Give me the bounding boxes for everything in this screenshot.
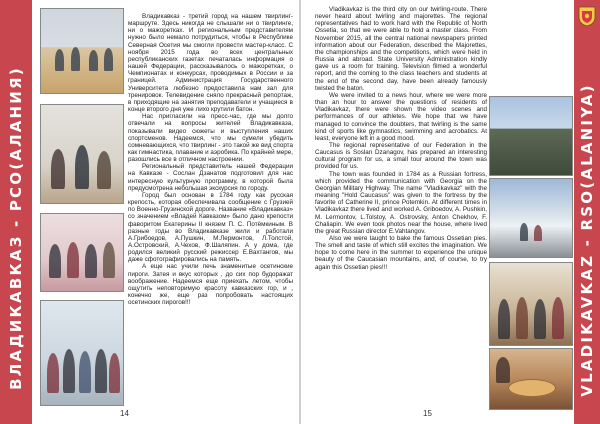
photo-training-hall	[40, 8, 124, 94]
photo-press-hour	[40, 104, 124, 204]
right-paragraph: The regional representative of our Federation in the Caucasus is Soslan Dzanagov, has prepared an interesting cultural program for us, a small tour around the town was provided for us.	[315, 141, 487, 171]
left-paragraph: Региональный представитель нашей Федерации на Кавказе - Сослан Дзанатов подготовил для нас интересную культурную программу, в которой была предусмотрена небольшая экскурсия по городу.	[128, 163, 293, 192]
right-page-number: 15	[423, 409, 432, 418]
photo-group-indoors	[489, 262, 573, 346]
right-paragraph: Also we were taught to bake the famous Ossetian pies. The smell and taste of which still excites the imagination. We hope to come here in the summer to experience the unique beauty of the Caucasian mountains, and, of course, to try again this Ossetian pies!!!	[315, 235, 487, 271]
photo-ossetian-pies	[489, 348, 573, 410]
photo-group-with-batons	[40, 213, 124, 292]
coat-of-arms-icon	[578, 5, 596, 27]
left-side-band	[0, 0, 32, 424]
right-paragraph: We were invited to a news hour, where we were more than an hour to answer the questions of residents of Vladikavkaz, there were shown the video scenes and performances of our athletes. We hope that we have managed to convince the doubters, that twirling is the same kind of sports like gymnastics, swimming and acrobatics. At least, everyone left in a good mood.	[315, 91, 487, 142]
left-article-text	[128, 13, 293, 306]
right-side-title: VLADIKAVKAZ - RSO(ALANIYA)	[578, 83, 596, 397]
right-photo-column	[489, 0, 574, 424]
left-paragraph: Город был основан в 1784 году как русская крепость, которая обеспечивала сообщение с Грузией по Военно-Грузинской дороге. Название «Владикавказ» со значением «Владей Кавказом» было дано крепости фаворитом Екатерины II князем П. С. Потёмкиным. В разные годы во Владикавказе жили и работали А.Грибоедов, А.Пушкин, М.Лермонтов, Л.Толстой, А.Островский, А.Чехов, Ф.Шаляпин. А у дома, где родился великий русский режиссер Е.Вахтангов, мы даже сфотографировались на память.	[128, 191, 293, 264]
right-paragraph: The town was founded in 1784 as a Russian fortress, which provided the communication with Georgia on the Georgian Military Highway. The name "Vladikavkaz" with the meaning "Hold Caucasus" was given to the fortress by the favorite of Catherine II, prince Potemkin. At different times in Vladikavkaz there lived and worked A. Griboedov, A. Pushkin, M. Lermontov, L.Tolstoy, A. Ostrovsky, Anton Chekhov, F. Chaliapin. We even took photos near the house, where lived the great Russian director E.Vahtangov.	[315, 170, 487, 235]
left-page-number: 14	[120, 409, 129, 418]
photo-mountain-landscape	[489, 96, 573, 176]
right-side-band	[574, 0, 600, 424]
right-page	[301, 0, 600, 424]
photo-class-participants	[40, 300, 124, 406]
left-paragraph: А еще нас учили печь знаменитые осетинские пироги. Затея и вкус которых , до сих пор будоражат воображение. Надеемся еще приехать летом, чтобы ощутить неповторимую красоту кавказских гор, и , конечно же, еще раз попробовать настоящих осетинских пирогов!!!	[128, 263, 293, 307]
photo-snowy-slope	[489, 178, 573, 258]
left-paragraph: Нас пригласили на пресс-час, где мы долго отвечали на вопросы жителей Владикавказа, показывали видео сюжеты и выступления наших спортсменов. Надеемся, что мы сумели убедить сомневающихся, что твирлинг - это такой же вид спорта как гимнастика, плавание и аэробика. По крайней мере, разошлись все в отличном настроении.	[128, 113, 293, 164]
right-paragraph: Vladikavkaz is the third city on our twirling-route. There never heard about twirling and majorettes. The regional representatives had to work hard with the Republic of North Ossetia, so that we were able to hold a master class. From November 2015, all the central national newspapers printed information about our Federation, described the Majorettes, the championships and the competitions, which were held in Russia and abroad. State University Administration kindly gave us a room for training. Television filmed a wonderful report, and the coming to the class teachers and students at the end of the second day, have been already famously twisted the baton.	[315, 6, 487, 92]
right-article-text	[315, 6, 487, 271]
left-page	[0, 0, 299, 424]
left-paragraph: Владикавказ - третий город на нашем твирлинг-маршруте. Здесь никогда не слышали ни о твирлинге, ни о мажоретках. И региональным представителям нужно было немало потрудиться, чтобы в Республике Северная Осетия мы смогли провести мастер-класс. С ноября 2015 года во всех центральных республиканских газетах печаталась информация о нашей Федерации, рассказывалось о мажоретках, о Чемпионатах и конкурсах, проводимых в России и за границей. Администрация Государственного Университета любезно предоставила нам зал для тренировок. Телевидение сняло прекрасный репортаж, в приходящие на занятия преподаватели и учащиеся в конце второго дня уже лихо крутили батон.	[128, 13, 293, 114]
left-side-title: ВЛАДИКАВКАЗ - РСО(АЛАНИЯ)	[7, 66, 25, 390]
